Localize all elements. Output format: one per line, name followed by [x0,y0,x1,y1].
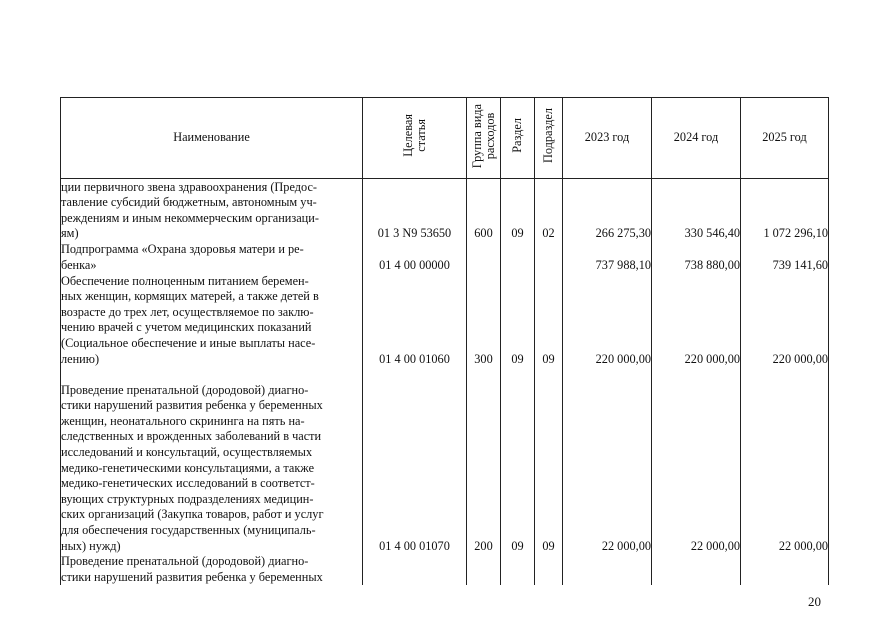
header-subsection-label: Подраздел [541,108,555,164]
row-amount-2023: 266 275,30 [563,179,652,243]
row-name [61,179,363,243]
row-name-line: Обеспечение полноценным питанием беремен- [61,273,309,288]
row-amount-2023: 220 000,00 [563,273,652,367]
row-subsection: 09 [535,367,563,554]
row-name-line: Проведение пренатальной (дородовой) диагно- [61,554,309,569]
row-amount-2024 [652,554,741,585]
row-name [61,242,363,273]
row-amount-2025: 739 141,60 [741,242,829,273]
header-target-article [363,98,467,179]
row-subsection [535,242,563,273]
row-name-line: ских организаций (Закупка товаров, работ и услуг [61,507,324,522]
table-row [61,554,829,585]
table-row [61,179,829,243]
row-target-article [363,554,467,585]
row-name-line: ям) [61,226,79,241]
row-name-line: для обеспечения государственных (муниципаль- [61,523,316,537]
row-amount-2025 [741,554,829,585]
row-name-line: ции первичного звена здравоохранения (Предос- [61,179,318,194]
row-amount-2024: 330 546,40 [652,179,741,243]
row-amount-2025: 1 072 296,10 [741,179,829,243]
row-name-line: стики нарушений развития ребенка у беременных [61,569,323,584]
row-name-line: стики нарушений развития ребенка у беременных [61,398,323,413]
row-name-line: ных женщин, кормящих матерей, а также детей в [61,289,319,304]
header-group-line-1: Группа вида [469,103,484,168]
row-name [61,273,363,367]
header-target-line-2: статья [413,119,428,153]
page-number: 20 [808,594,821,609]
row-expense-group [467,242,501,273]
table-row [61,367,829,554]
row-amount-2023 [563,554,652,585]
header-target-line-1: Целевая [400,114,415,158]
row-name-line: вующих структурных подразделениях медицин- [61,491,314,506]
row-section: 09 [501,367,535,554]
row-name-line: Подпрограмма «Охрана здоровья матери и ре- [61,242,304,256]
row-expense-group: 300 [467,273,501,367]
table-row [61,242,829,273]
row-subsection: 02 [535,179,563,243]
row-expense-group: 200 [467,367,501,554]
header-2025: 2025 год [741,98,829,179]
row-name-line: лению) [61,351,100,366]
row-name-line: ных) нужд) [61,538,121,553]
row-name-line: женщин, неонатального скрининга на пять на- [61,413,305,428]
row-amount-2025: 22 000,00 [741,367,829,554]
row-name-line: чению врачей с учетом медицинских показаний [61,320,312,335]
row-name-line: возрасте до трех лет, осуществляемое по заклю- [61,304,314,319]
row-name-line: бенка» [61,257,97,272]
row-amount-2023: 22 000,00 [563,367,652,554]
row-target-article: 01 4 00 00000 [363,242,467,273]
row-name-line: медико-генетическими консультациями, а также [61,460,315,475]
row-section [501,554,535,585]
row-target-article: 01 4 00 01060 [363,273,467,367]
row-section: 09 [501,179,535,243]
header-2024: 2024 год [652,98,741,179]
table-body [61,179,829,586]
row-section: 09 [501,273,535,367]
row-name-line: медико-генетических исследований в соответст- [61,476,315,491]
row-subsection: 09 [535,273,563,367]
row-target-article: 01 3 N9 53650 [363,179,467,243]
budget-table [60,97,829,585]
table-row [61,273,829,367]
row-subsection [535,554,563,585]
row-name-line: исследований и консультаций, осуществляемых [61,445,313,460]
header-name: Наименование [61,98,363,179]
row-target-article: 01 4 00 01070 [363,367,467,554]
row-amount-2024: 738 880,00 [652,242,741,273]
row-amount-2023: 737 988,10 [563,242,652,273]
header-group-line-2: расходов [482,112,497,159]
header-2023: 2023 год [563,98,652,179]
row-name-line: (Социальное обеспечение и иные выплаты насе- [61,336,316,350]
header-subsection [535,98,563,179]
row-name-line: тавление субсидий бюджетным, автономным уч- [61,195,317,210]
row-expense-group: 600 [467,179,501,243]
header-expense-group [467,98,501,179]
row-name [61,554,363,585]
row-section [501,242,535,273]
header-section [501,98,535,179]
row-amount-2025: 220 000,00 [741,273,829,367]
row-name-line: реждениям и иным некоммерческим организаци- [61,210,319,225]
row-name [61,367,363,554]
row-amount-2024: 220 000,00 [652,273,741,367]
row-expense-group [467,554,501,585]
row-name-line: следственных и врожденных заболеваний в части [61,429,322,444]
header-section-label: Раздел [510,118,524,154]
row-name-line: Проведение пренатальной (дородовой) диагно- [61,382,309,397]
row-amount-2024: 22 000,00 [652,367,741,554]
header-row [61,98,829,179]
